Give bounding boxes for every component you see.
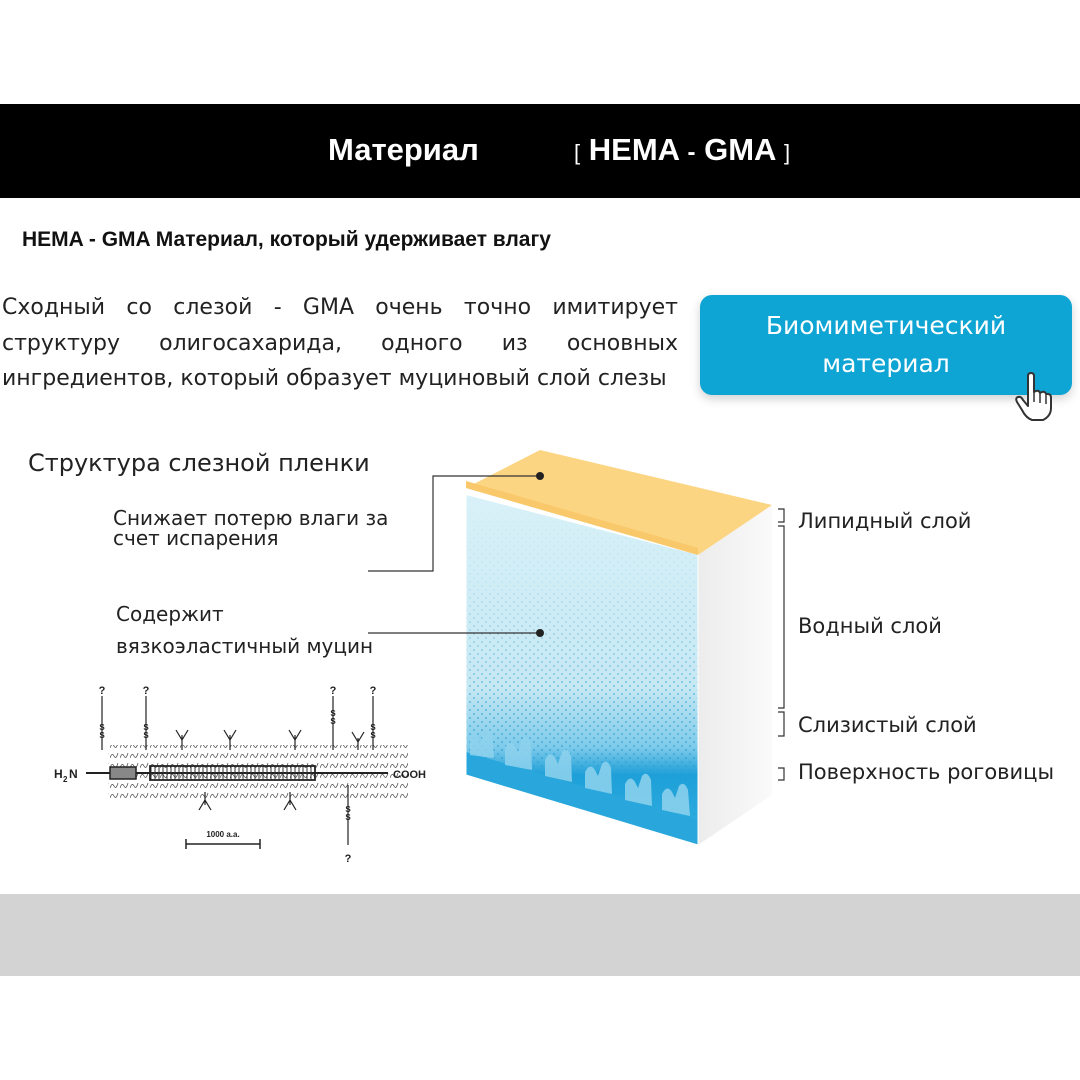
s-mark-4a: S bbox=[370, 723, 376, 732]
mucin-marker-dot bbox=[536, 629, 544, 637]
c-terminal-cooh: COOH bbox=[393, 769, 426, 781]
s-mark-1b: S bbox=[99, 731, 105, 740]
layer-label-aqueous: Водный слой bbox=[798, 614, 942, 638]
footer-band bbox=[0, 894, 1080, 976]
scale-bar bbox=[186, 839, 260, 849]
bracket-close: ] bbox=[783, 140, 791, 165]
unknown-mark-4: ? bbox=[369, 685, 377, 697]
n-terminal-n: N bbox=[69, 767, 78, 781]
unknown-mark-2: ? bbox=[142, 685, 150, 697]
n-terminal-sub: 2 bbox=[63, 775, 68, 784]
lipid-marker-dot bbox=[536, 472, 544, 480]
block-side-face bbox=[698, 505, 772, 845]
layer-label-mucous: Слизистый слой bbox=[798, 713, 977, 737]
s-mark-1a: S bbox=[99, 723, 105, 732]
code-part-1: HEMA bbox=[588, 132, 679, 167]
layer-label-cornea: Поверхность роговицы bbox=[798, 760, 1055, 784]
mucin-molecule-diagram bbox=[50, 680, 440, 870]
layer-brackets bbox=[778, 509, 784, 780]
unknown-mark-1: ? bbox=[98, 685, 106, 697]
bracket-open: [ bbox=[574, 140, 581, 165]
code-dash: - bbox=[687, 139, 696, 166]
mucin-layer-note: Содержит вязкоэластичный муцин bbox=[116, 602, 374, 658]
s-mark-2a: S bbox=[143, 723, 149, 732]
description-paragraph: Сходный со слезой - GMA очень точно имитирует структуру олигосахарида, одного из основных ингредиентов, который образует муциновый слой слезы bbox=[2, 295, 678, 391]
unknown-mark-3: ? bbox=[329, 685, 337, 697]
s-mark-4b: S bbox=[370, 731, 376, 740]
s-mark-3a: S bbox=[330, 709, 336, 718]
subtitle: HEMA - GMA Материал, который удерживает влагу bbox=[22, 228, 551, 251]
s-mark-5b: S bbox=[345, 813, 351, 822]
lipid-layer-note: Снижает потерю влаги за счет испарения bbox=[113, 506, 389, 550]
n-domain-block bbox=[110, 767, 136, 779]
tandem-repeat-domain bbox=[150, 766, 315, 780]
n-terminal-h: H bbox=[54, 767, 63, 781]
unknown-mark-5: ? bbox=[344, 853, 352, 865]
s-mark-3b: S bbox=[330, 717, 336, 726]
banner-title: Материал bbox=[328, 132, 479, 167]
code-part-2: GMA bbox=[704, 132, 776, 167]
biomimetic-button-label: Биомиметический материал bbox=[765, 311, 1007, 378]
tear-film-title: Структура слезной пленки bbox=[28, 449, 370, 477]
scale-label: 1000 a.a. bbox=[206, 830, 240, 839]
layer-label-lipid: Липидный слой bbox=[798, 509, 972, 533]
s-mark-5a: S bbox=[345, 805, 351, 814]
s-mark-2b: S bbox=[143, 731, 149, 740]
